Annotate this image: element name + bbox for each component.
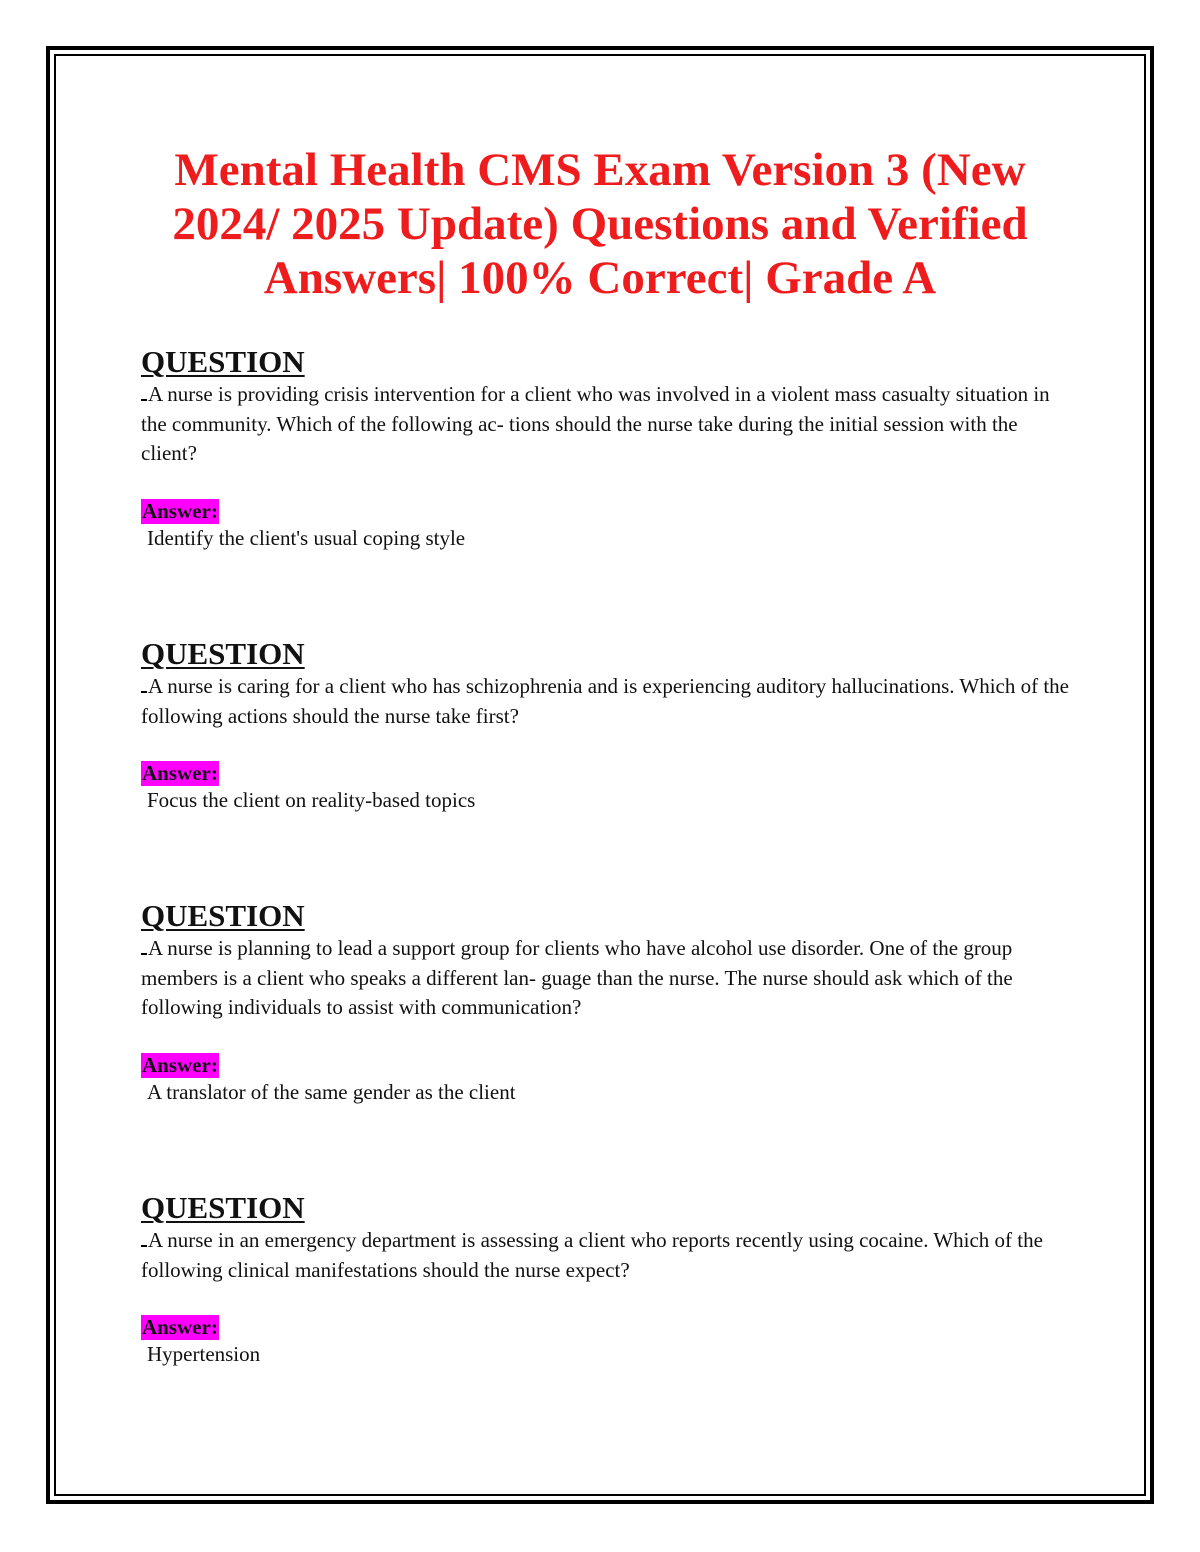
answer-label: Answer: xyxy=(142,761,218,785)
question-text-wrapper xyxy=(141,1225,1071,1285)
answer-text: A translator of the same gender as the client xyxy=(147,1079,516,1104)
answer-label: Answer: xyxy=(142,1052,218,1077)
question-text: A nurse is providing crisis intervention for a client who was involved in a violent mass casualty situation in the community. Which of the following ac- tions should the nurse take during the initial session with the client? xyxy=(141,382,1050,465)
question-heading: QUESTION xyxy=(141,344,305,379)
underline-mark xyxy=(141,933,147,955)
question-block xyxy=(141,637,1071,815)
question-block xyxy=(141,345,1071,553)
question-heading: QUESTION xyxy=(141,898,305,933)
underline-mark xyxy=(141,671,147,693)
question-heading: QUESTION xyxy=(141,1190,305,1225)
question-text: A nurse is caring for a client who has schizophrenia and is experiencing auditory hallucinations. Which of the following actions should the nurse take first? xyxy=(141,674,1070,728)
question-text: A nurse in an emergency department is assessing a client who reports recently using cocaine. Which of the following clinical manifestations should the nurse expect? xyxy=(141,1228,1043,1282)
question-block xyxy=(141,1191,1071,1369)
answer-label: Answer: xyxy=(142,498,218,523)
question-text-wrapper xyxy=(141,671,1071,731)
answer-text: Identify the client's usual coping style xyxy=(147,525,466,550)
question-text: A nurse is planning to lead a support group for clients who have alcohol use disorder. One of the group members is a client who speaks a different lan- guage than the nurse. The nurse should ask which of the following individuals to assist with communication? xyxy=(141,936,1013,1019)
question-block xyxy=(141,899,1071,1107)
document-title: Mental Health CMS Exam Version 3 (New 2024/ 2025 Update) Questions and Verified Answers| 100% Correct| Grade A xyxy=(172,144,1028,304)
underline-mark xyxy=(141,379,147,401)
question-text-wrapper xyxy=(141,933,1071,1023)
question-text-wrapper xyxy=(141,379,1071,469)
answer-text: Focus the client on reality-based topics xyxy=(147,788,476,812)
answer-label: Answer: xyxy=(142,1315,218,1339)
underline-mark xyxy=(141,1225,147,1247)
answer-text: Hypertension xyxy=(147,1342,261,1366)
question-heading: QUESTION xyxy=(141,636,305,671)
